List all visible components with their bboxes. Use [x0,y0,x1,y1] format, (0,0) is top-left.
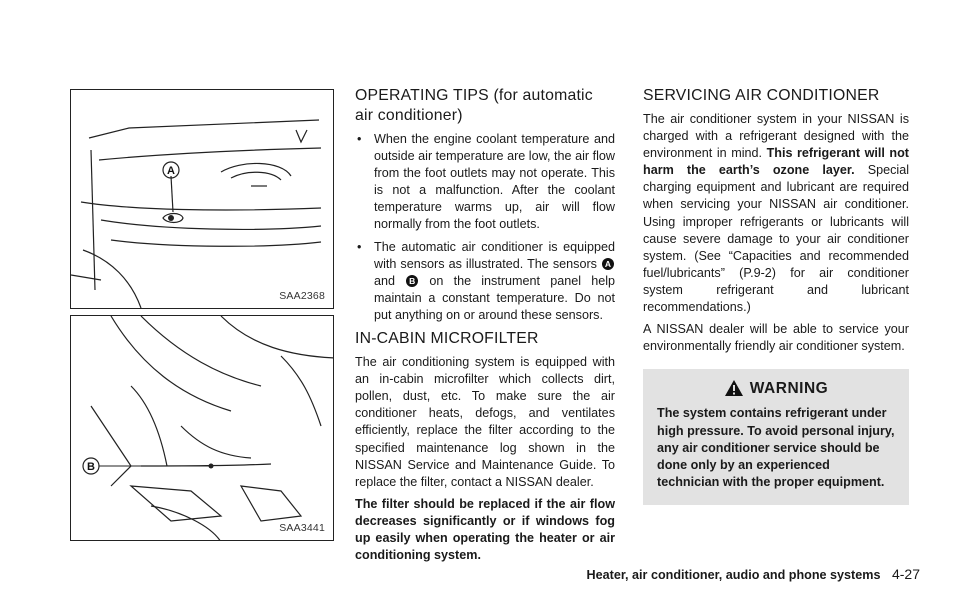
microfilter-paragraph: The air conditioning system is equipped with an in-cabin microfilter which collects dirt, pollen, dust, etc. To make sure the air conditioner heats, defogs, and ventilates efficiently, replace the filter according to the specified maintenance log shown in the NISSAN Service and Maintenance Guide. To replace the filter, contact a NISSAN dealer. [355,355,615,489]
footer-section-title: Heater, air conditioner, audio and phone systems [586,568,881,582]
figure-label-a: A [167,165,175,177]
column-right [643,86,909,505]
heading-operating-tips: OPERATING TIPS (for automatic air conditioner) [355,87,593,124]
column-middle [355,86,615,569]
servicing-paragraph [643,111,909,316]
page-footer [587,566,920,582]
servicing-dealer-paragraph: A NISSAN dealer will be able to service your environmentally friendly air conditioner system. [643,322,909,354]
bullet-mark: • [357,239,362,254]
servicing-text: The air conditioner system in your NISSAN is charged with a refrigerant designed with the environment in mind. [643,112,909,161]
figure-sensor-a [70,89,334,309]
bullet-text: When the engine coolant temperature and outside air temperature are low, the air flow from the foot outlets may not operate. This is not a malfunction. After the coolant temperature warms up, air will flow normally from the foot outlets. [374,132,615,232]
figure-sensor-b [70,315,334,541]
sensor-a-marker: A [602,258,614,270]
warning-triangle-icon [724,379,744,397]
heading-microfilter: IN-CABIN MICROFILTER [355,330,539,348]
list-item [355,131,615,234]
warning-title: WARNING [749,379,829,397]
page-number: 4-27 [891,566,920,582]
operating-tips-list [355,131,615,324]
bullet-text: The automatic air conditioner is equipped with sensors as illustrated. The sensors [374,239,615,271]
list-item [355,239,615,324]
sensor-b-marker: B [406,275,418,287]
warning-header [657,379,895,397]
heading-servicing: SERVICING AIR CONDITIONER [643,87,880,104]
warning-box [643,369,909,505]
bullet-mark: • [357,132,362,146]
bullet-text: on the instrument panel help maintain a constant temperature. Do not put anything on or around these sensors. [374,273,616,322]
servicing-text: Special charging equipment and lubricant are required when servicing your NISSAN air conditioner. Using improper refrigerants or lubricants will cause severe damage to your air conditioner system. (See “Capacities and recommended fuel/lubricants” (P.9-2) for air conditioner system refrigerant and lubricant recommendations.) [643,163,910,315]
servicing-bold-text: This refrigerant will not harm the earth’s ozone layer. [643,146,909,178]
warning-body: The system contains refrigerant under high pressure. To avoid personal injury, any air conditioner service should be done only by an experienced technician with the proper equipment. [657,406,895,490]
bullet-text: and [374,273,396,288]
figure-code: SAA2368 [279,290,325,302]
microfilter-note [355,496,615,564]
microfilter-bold-text: The filter should be replaced if the air flow decreases significantly or if windows fog up easily when operating the heater or air conditioning system. [355,496,615,563]
instrument-panel-illustration [71,316,334,541]
figure-code: SAA3441 [279,522,325,534]
dashboard-illustration [71,90,334,309]
figure-label-b: B [87,461,95,473]
